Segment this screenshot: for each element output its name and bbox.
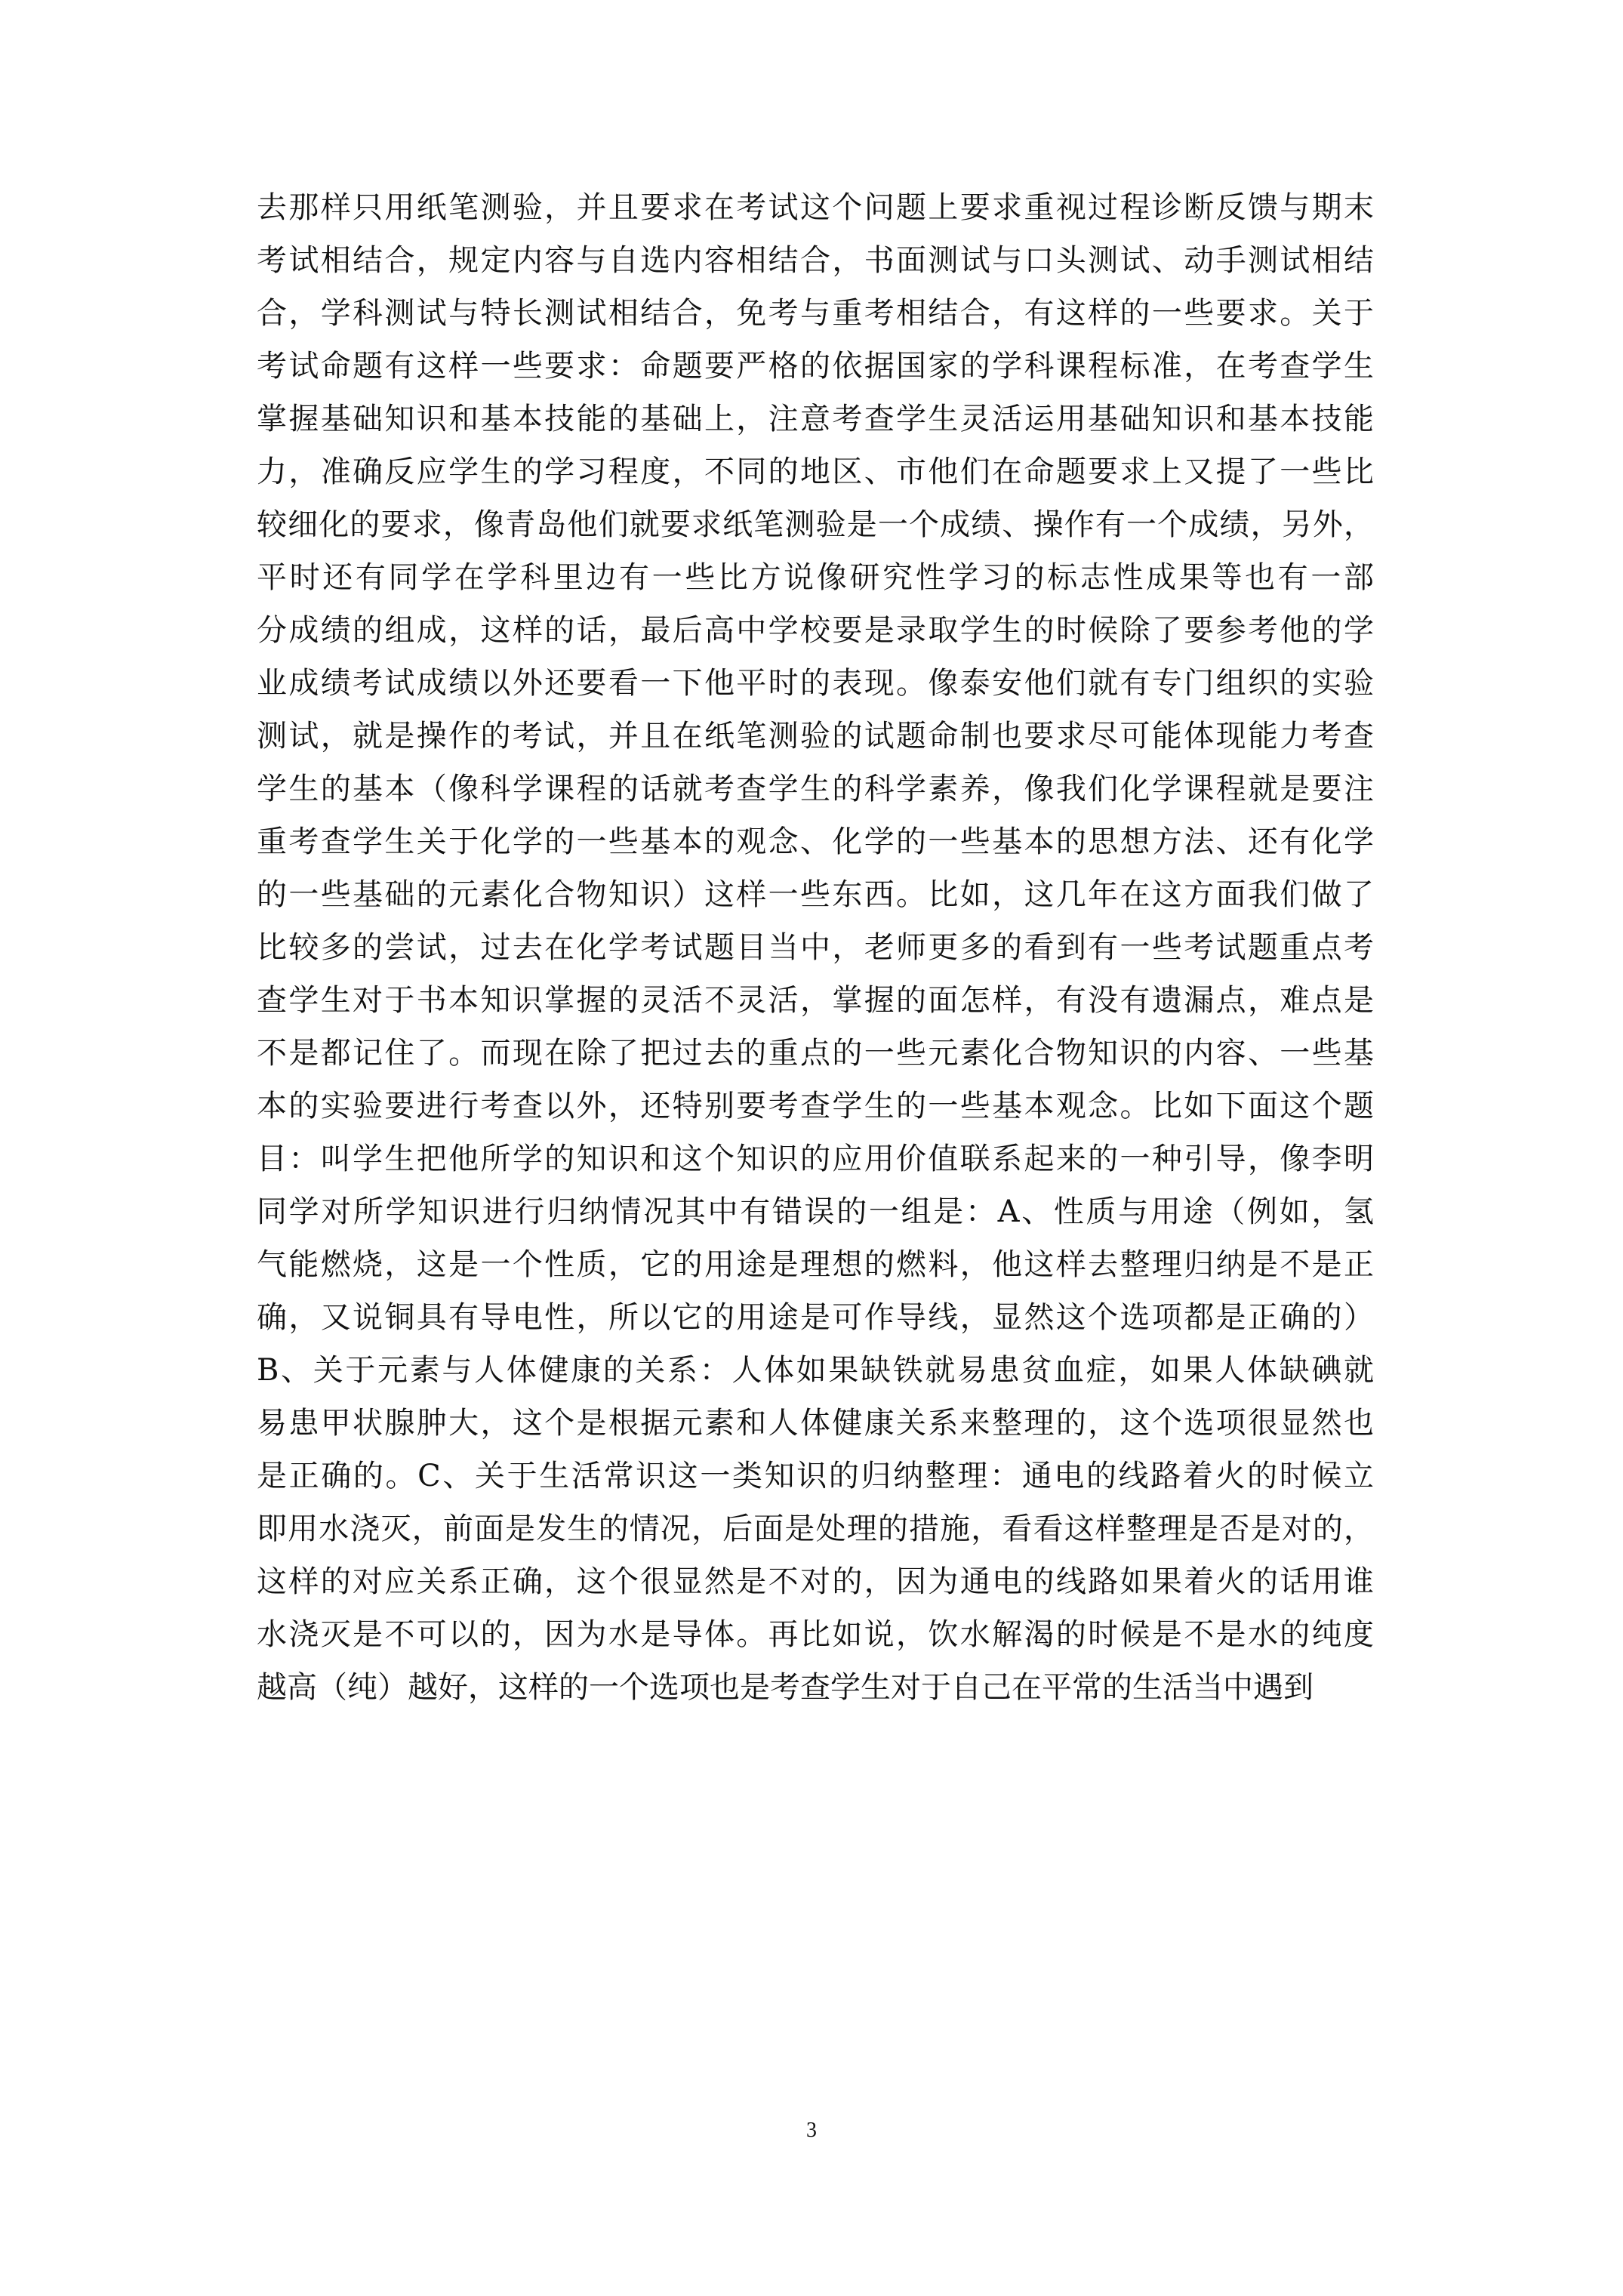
text-line: 即用水浇灭，前面是发生的情况，后面是处理的措施，看看这样整理是否是对的， (257, 1512, 1374, 1546)
text-line: 去那样只用纸笔测验，并且要求在考试这个问题上要求重视过程诊断反馈与期末 (257, 190, 1374, 225)
text-line: B、关于元素与人体健康的关系：人体如果缺铁就易患贫血症，如果人体缺碘就 (257, 1353, 1374, 1388)
text-line: 同学对所学知识进行归纳情况其中有错误的一组是：A、性质与用途（例如，氢 (257, 1194, 1374, 1229)
text-line: 学生的基本（像科学课程的话就考查学生的科学素养，像我们化学课程就是要注 (257, 772, 1374, 806)
page-number: 3 (806, 2119, 817, 2142)
text-line: 气能燃烧，这是一个性质，它的用途是理想的燃料，他这样去整理归纳是不是正 (257, 1247, 1374, 1282)
text-line: 易患甲状腺肿大，这个是根据元素和人体健康关系来整理的，这个选项很显然也 (257, 1406, 1374, 1441)
text-line: 越高（纯）越好，这样的一个选项也是考查学生对于自己在平常的生活当中遇到 (257, 1670, 1313, 1705)
text-line: 这样的对应关系正确，这个很显然是不对的，因为通电的线路如果着火的话用谁 (257, 1564, 1374, 1599)
text-line: 的一些基础的元素化合物知识）这样一些东西。比如，这几年在这方面我们做了 (257, 877, 1374, 912)
text-line: 测试，就是操作的考试，并且在纸笔测验的试题命制也要求尽可能体现能力考查 (257, 719, 1374, 754)
text-line: 目：叫学生把他所学的知识和这个知识的应用价值联系起来的一种引导，像李明 (257, 1142, 1374, 1176)
text-line: 是正确的。C、关于生活常识这一类知识的归纳整理：通电的线路着火的时候立 (257, 1459, 1374, 1493)
text-line: 考试相结合，规定内容与自选内容相结合，书面测试与口头测试、动手测试相结 (257, 243, 1374, 278)
text-line: 业成绩考试成绩以外还要看一下他平时的表现。像泰安他们就有专门组织的实验 (257, 666, 1374, 701)
text-line: 确，又说铜具有导电性，所以它的用途是可作导线，显然这个选项都是正确的） (257, 1300, 1374, 1335)
text-line: 重考查学生关于化学的一些基本的观念、化学的一些基本的思想方法、还有化学 (257, 824, 1374, 859)
body-text (257, 181, 1374, 1714)
text-line: 查学生对于书本知识掌握的灵活不灵活，掌握的面怎样，有没有遗漏点，难点是 (257, 983, 1374, 1018)
text-line: 较细化的要求，像青岛他们就要求纸笔测验是一个成绩、操作有一个成绩，另外， (257, 507, 1374, 542)
text-line: 平时还有同学在学科里边有一些比方说像研究性学习的标志性成果等也有一部 (257, 560, 1374, 595)
text-line: 比较多的尝试，过去在化学考试题目当中，老师更多的看到有一些考试题重点考 (257, 930, 1374, 965)
text-line: 掌握基础知识和基本技能的基础上，注意考查学生灵活运用基础知识和基本技能 (257, 402, 1374, 436)
text-line: 考试命题有这样一些要求：命题要严格的依据国家的学科课程标准，在考查学生 (257, 349, 1374, 384)
text-line: 力，准确反应学生的学习程度，不同的地区、市他们在命题要求上又提了一些比 (257, 455, 1374, 489)
text-line: 不是都记住了。而现在除了把过去的重点的一些元素化合物知识的内容、一些基 (257, 1036, 1374, 1071)
text-line: 合，学科测试与特长测试相结合，免考与重考相结合，有这样的一些要求。关于 (257, 296, 1374, 331)
text-line: 本的实验要进行考查以外，还特别要考查学生的一些基本观念。比如下面这个题 (257, 1089, 1374, 1123)
text-line: 水浇灭是不可以的，因为水是导体。再比如说，饮水解渴的时候是不是水的纯度 (257, 1617, 1374, 1652)
text-line: 分成绩的组成，这样的话，最后高中学校要是录取学生的时候除了要参考他的学 (257, 613, 1374, 648)
